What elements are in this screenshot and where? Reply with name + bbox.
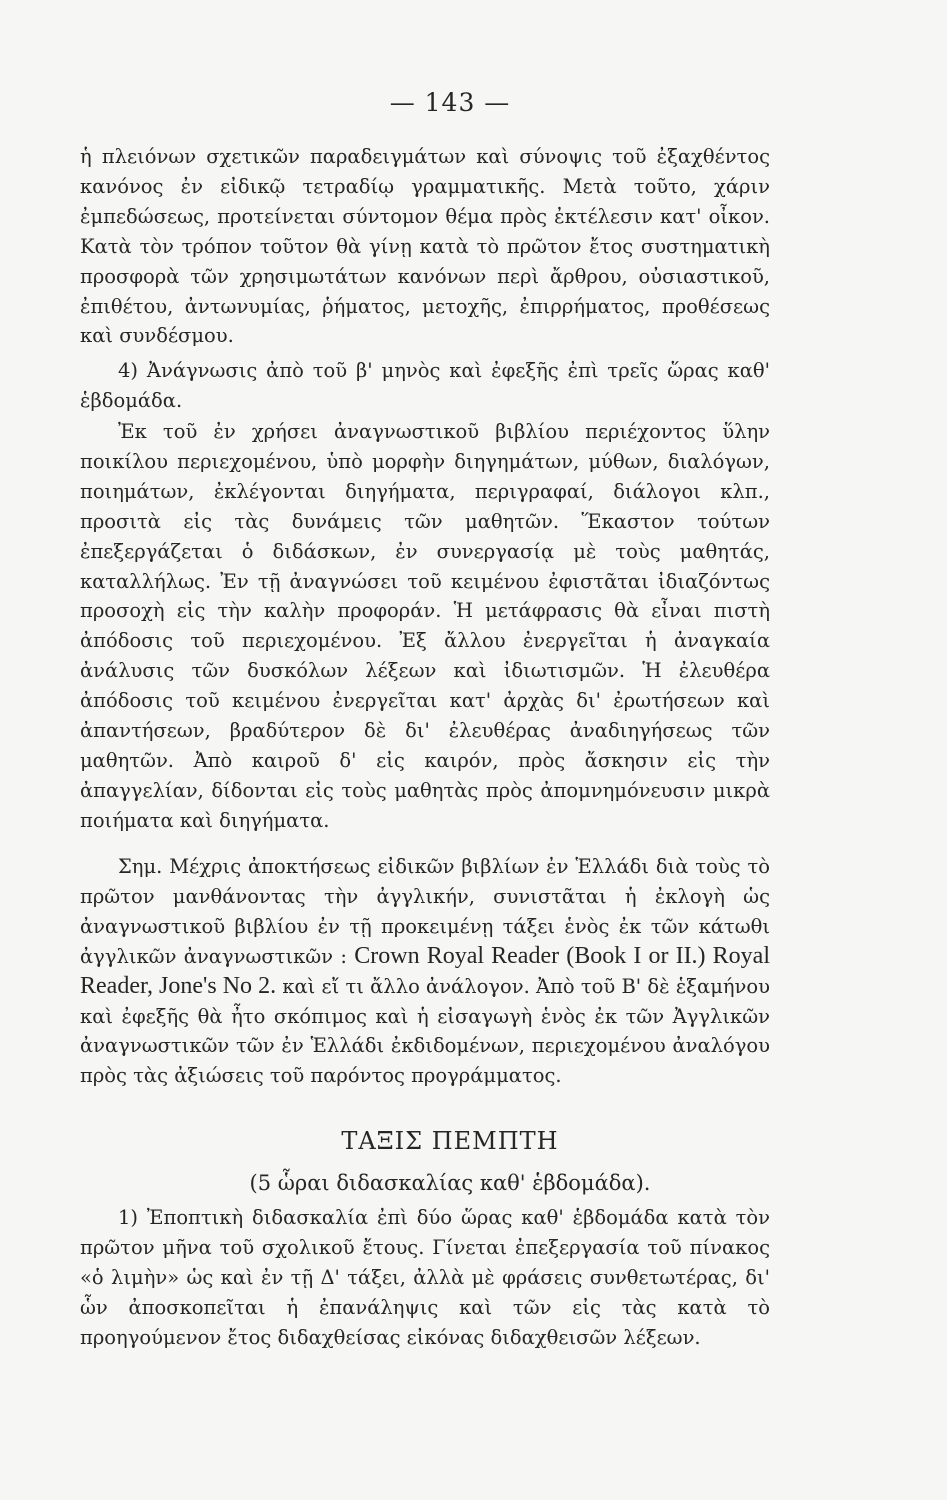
note-paragraph: [80, 852, 770, 1091]
note-text-end: καὶ εἴ τι ἄλλο ἀνάλογον. Ἀπὸ τοῦ Β' δὲ ἑξαμήνου καὶ ἐφεξῆς θὰ ἦτο σκόπιμος καὶ ἡ εἰσαγωγὴ ἑνὸς ἐκ τῶν Ἀγγλικῶν ἀναγνωστικῶν τῶν ἐν Ἑλλάδι ἐκδιδομένων, περιεχομένου ἀναλόγου πρὸς τὰς ἀξιώσεις τοῦ παρόντος προγράμματος.: [80, 974, 770, 1088]
item-4-body: Ἐκ τοῦ ἐν χρήσει ἀναγνωστικοῦ βιβλίου περιέχοντος ὕλην ποικίλου περιεχομένου, ὑπὸ μορφὴν διηγημάτων, μύθων, διαλόγων, ποιημάτων, ἐκλέγονται διηγήματα, περιγραφαί, διάλογοι κλπ., προσιτὰ εἰς τὰς δυνάμεις τῶν μαθητῶν. Ἕκαστον τούτων ἐπεξεργάζεται ὁ διδάσκων, ἐν συνεργασίᾳ μὲ τοὺς μαθητάς, καταλλήλως. Ἐν τῇ ἀναγνώσει τοῦ κειμένου ἐφιστᾶται ἰδιαζόντως προσοχὴ εἰς τὴν καλὴν προφοράν. Ἡ μετάφρασις θὰ εἶναι πιστὴ ἀπόδοσις τοῦ περιεχομένου. Ἐξ ἄλλου ἐνεργεῖται ἡ ἀναγκαία ἀνάλυσις τῶν δυσκόλων λέξεων καὶ ἰδιωτισμῶν. Ἡ ἐλευθέρα ἀπόδοσις τοῦ κειμένου ἐνεργεῖται κατ' ἀρχὰς δι' ἐρωτήσεων καὶ ἀπαντήσεων, βραδύτερον δὲ δι' ἐλευθέρας ἀναδιηγήσεως τῶν μαθητῶν. Ἀπὸ καιροῦ δ' εἰς καιρόν, πρὸς ἄσκησιν εἰς τὴν ἀπαγγελίαν, δίδονται εἰς τοὺς μαθητὰς πρὸς ἀπομνημόνευσιν μικρὰ ποιήματα καὶ διηγήματα.: [80, 420, 770, 832]
note-text-start: Σημ. Μέχρις ἀποκτήσεως εἰδικῶν βιβλίων ἐν Ἑλλάδι διὰ τοὺς τὸ πρῶτον μανθάνοντας τὴν ἀγγλικήν, συνιστᾶται ἡ ἐκλογὴ ὡς ἀναγνωστικοῦ βιβλίου ἐν τῇ προκειμένῃ τάξει ἑνὸς ἐκ τῶν κάτωθι ἀγγλικῶν ἀναγνωστικῶν :: [80, 855, 770, 968]
section-subtitle: (5 ὧραι διδασκαλίας καθ' ἑβδομάδα).: [249, 1171, 651, 1195]
paragraph-continued: ἡ πλειόνων σχετικῶν παραδειγμάτων καὶ σύνοψις τοῦ ἐξαχθέντος κανόνος ἐν εἰδικῷ τετραδίῳ γραμματικῆς. Μετὰ τοῦτο, χάριν ἐμπεδώσεως, προτείνεται σύντομον θέμα πρὸς ἐκτέλεσιν κατ' οἶκον. Κατὰ τὸν τρόπον τοῦτον θὰ γίνῃ κατὰ τὸ πρῶτον ἔτος συστηματικὴ προσφορὰ τῶν χρησιμωτάτων κανόνων περὶ ἄρθρου, οὐσιαστικοῦ, ἐπιθέτου, ἀντωνυμίας, ῥήματος, μετοχῆς, ἐπιρρήματος, προθέσεως καὶ συνδέσμου.: [80, 145, 770, 348]
section-item-1: 1) Ἐποπτικὴ διδασκαλία ἐπὶ δύο ὥρας καθ' ἑβδομάδα κατὰ τὸν πρῶτον μῆνα τοῦ σχολικοῦ ἔτους. Γίνεται ἐπεξεργασία τοῦ πίνακος «ὁ λιμὴν» ὡς καὶ ἐν τῇ Δ' τάξει, ἀλλὰ μὲ φράσεις συνθετωτέρας, δι' ὧν ἀποσκοπεῖται ἡ ἐπανάληψις καὶ τῶν εἰς τὰς κατὰ τὸ προηγούμενον ἔτος διδαχθείσας εἰκόνας διδαχθεισῶν λέξεων.: [80, 1206, 770, 1349]
english-reader-titles: Crown Royal Reader (Book I or II.) Royal Reader, Jone's No 2.: [80, 942, 770, 999]
page-number: — 143 —: [389, 88, 511, 117]
item-4-heading: 4) Ἀνάγνωσις ἀπὸ τοῦ β' μηνὸς καὶ ἐφεξῆς ἐπὶ τρεῖς ὥρας καθ' ἑβδομάδα.: [80, 359, 770, 412]
section-title: ΤΑΞΙΣ ΠΕΜΠΤΗ: [341, 1127, 559, 1155]
